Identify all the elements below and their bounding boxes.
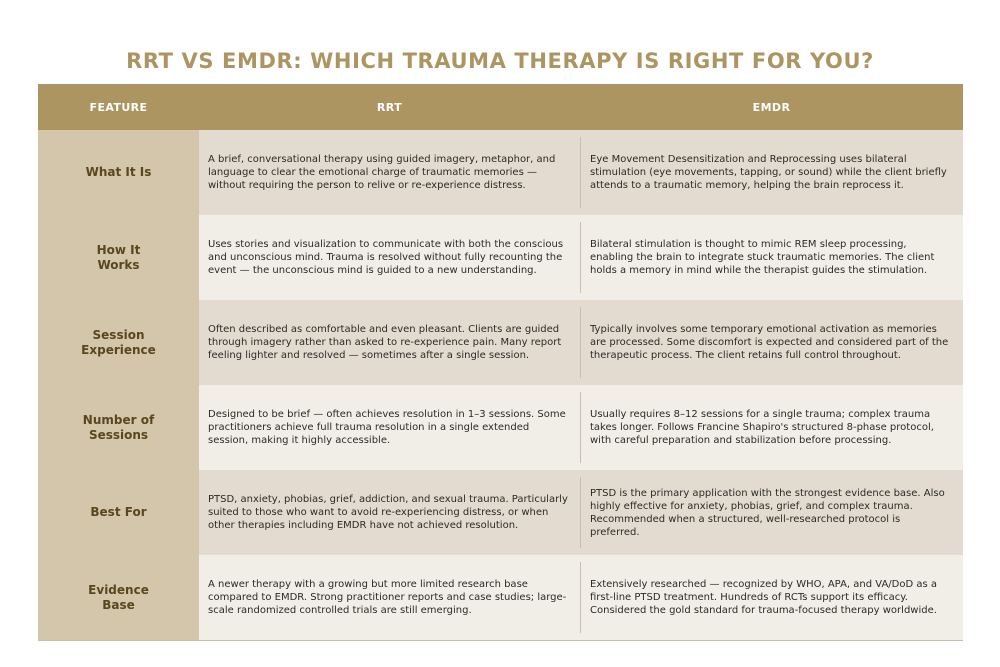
feature-label [38, 385, 199, 470]
table-header-row [38, 84, 963, 130]
table-row-best-for [38, 470, 963, 555]
emdr-cell: PTSD is the primary application with the strongest evidence base. Also highly effective for anxiety, phobias, grief, and complex trauma. Recommended when a structured, well-researched protocol is preferred. [590, 487, 945, 538]
rrt-cell: A brief, conversational therapy using guided imagery, metaphor, and language to clear the emotional charge of traumatic memories — without requiring the person to relive or re-experience distress. [208, 154, 556, 191]
feature-label-text: How It Works [96, 242, 141, 272]
feature-label-text: What It Is [85, 165, 152, 179]
rrt-cell: A newer therapy with a growing but more limited research base compared to EMDR. Strong practitioner reports and case studies; large-scale randomized controlled trials are still emerging. [208, 579, 567, 616]
header-emdr: EMDR [752, 100, 791, 114]
rrt-cell: Often described as comfortable and even pleasant. Clients are guided through imagery rather than asked to re-experience pain. Many report feeling lighter and resolved — sometimes after a single session. [208, 324, 562, 361]
column-divider [580, 392, 581, 463]
feature-label-text: Session Experience [81, 327, 156, 357]
header-rrt: RRT [376, 100, 403, 114]
table-bottom-rule [38, 640, 963, 641]
feature-label-text: Evidence Base [88, 582, 149, 612]
emdr-cell: Bilateral stimulation is thought to mimic REM sleep processing, enabling the brain to integrate stuck traumatic memories. The client holds a memory in mind while the therapist guides the stimulation. [590, 239, 935, 276]
feature-label [38, 130, 199, 215]
emdr-cell: Typically involves some temporary emotional activation as memories are processed. Some discomfort is expected and considered part of the therapeutic process. The client retains full control throughout. [590, 324, 949, 361]
table-row-number-of-sessions [38, 385, 963, 470]
table-row-session-experience [38, 300, 963, 385]
table-row-evidence-base [38, 555, 963, 640]
table-row-how-it-works [38, 215, 963, 300]
column-divider [580, 562, 581, 633]
feature-label-text: Best For [90, 505, 147, 519]
column-divider [580, 137, 581, 208]
table-row-what-it-is [38, 130, 963, 215]
rrt-cell: Uses stories and visualization to communicate with both the conscious and unconscious mind. Trauma is resolved without fully recounting the event — the unconscious mind is guided to a new understanding. [208, 239, 564, 276]
feature-label [38, 555, 199, 640]
feature-label [38, 470, 199, 555]
column-divider [580, 477, 581, 548]
feature-label [38, 215, 199, 300]
comparison-table [38, 84, 963, 641]
rrt-cell: Designed to be brief — often achieves resolution in 1–3 sessions. Some practitioners achieve full trauma resolution in a single extended session, making it highly accessible. [208, 409, 566, 446]
page-title: RRT VS EMDR: WHICH TRAUMA THERAPY IS RIGHT FOR YOU? [126, 49, 874, 73]
column-divider [580, 307, 581, 378]
emdr-cell: Eye Movement Desensitization and Reprocessing uses bilateral stimulation (eye movements, tapping, or sound) while the client briefly attends to a traumatic memory, helping the brain reprocess it. [590, 154, 947, 191]
column-divider [580, 222, 581, 293]
rrt-cell: PTSD, anxiety, phobias, grief, addiction, and sexual trauma. Particularly suited to those who want to avoid re-experiencing distress, or when other therapies including EMDR have not achieved resolution. [208, 494, 568, 531]
emdr-cell: Extensively researched — recognized by WHO, APA, and VA/DoD as a first-line PTSD treatment. Hundreds of RCTs support its efficacy. Considered the gold standard for trauma-focused therapy worldwide. [590, 579, 938, 616]
feature-label [38, 300, 199, 385]
feature-label-text: Number of Sessions [82, 412, 155, 442]
emdr-cell: Usually requires 8–12 sessions for a single trauma; complex trauma takes longer. Follows Francine Shapiro's structured 8-phase protocol, with careful preparation and stabilization before processing. [590, 409, 934, 446]
header-feature: FEATURE [89, 100, 148, 114]
